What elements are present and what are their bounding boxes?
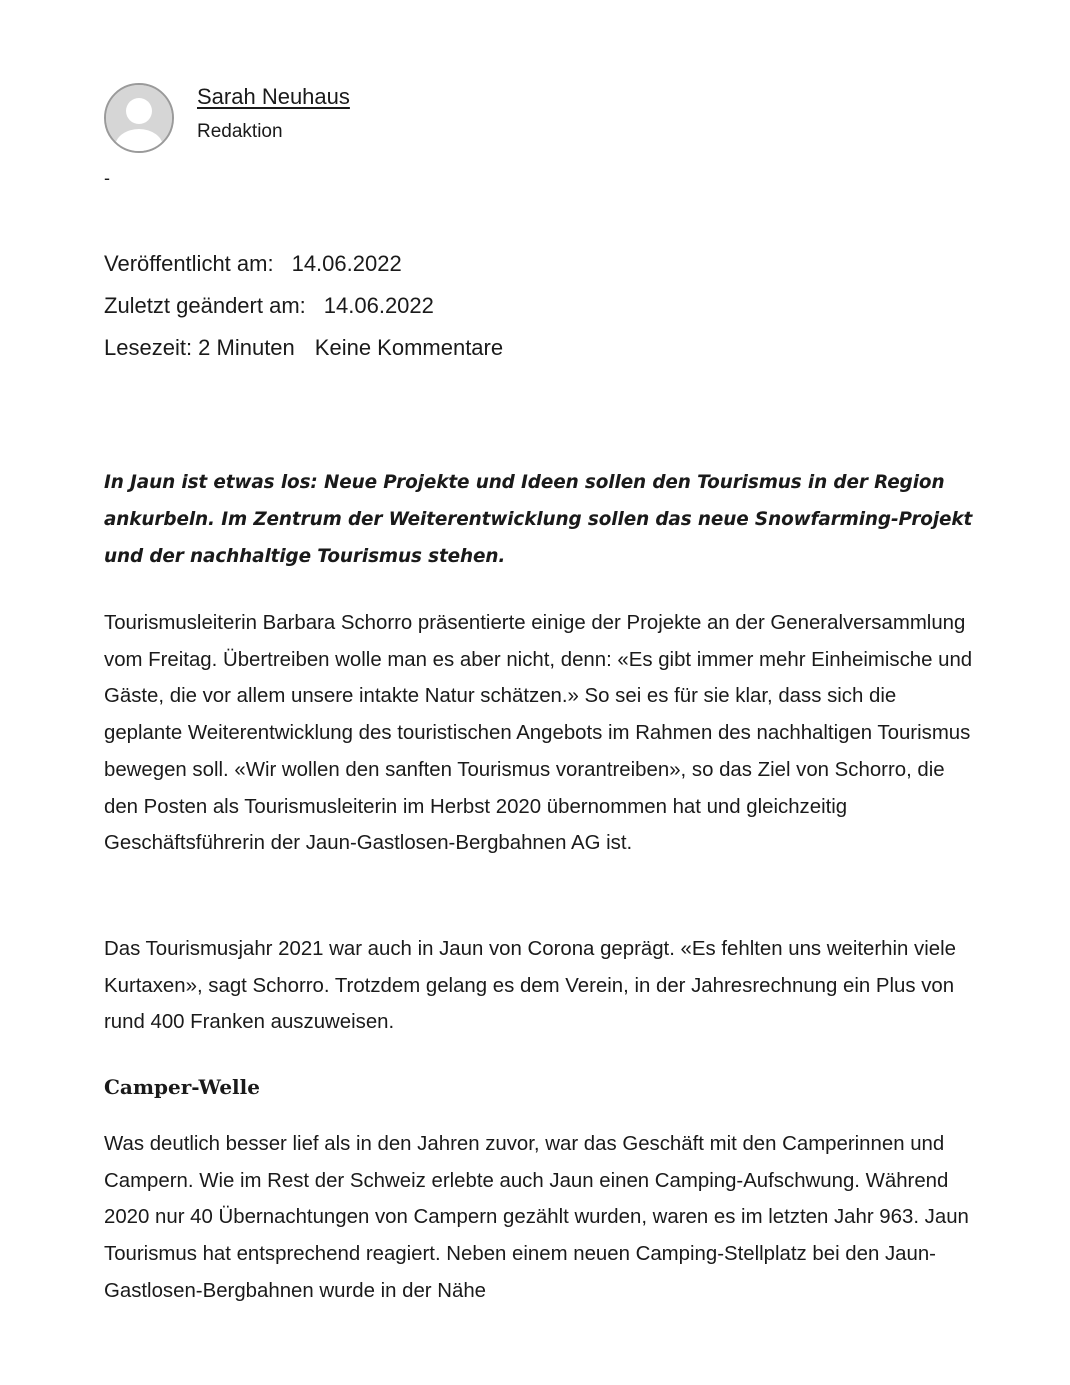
- reading-row: [104, 327, 503, 369]
- section-heading: Camper-Welle: [104, 1075, 260, 1099]
- published-row: [104, 243, 503, 285]
- author-name-link[interactable]: Sarah Neuhaus: [197, 84, 350, 109]
- article-paragraph: Das Tourismusjahr 2021 war auch in Jaun von Corona geprägt. «Es fehlten uns weiterhin viele Kurtaxen», sagt Schorro. Trotzdem gelang es dem Verein, in der Jahresrechnung ein Plus von rund 400 Franken auszuweisen.: [104, 938, 956, 1034]
- separator-dash: -: [104, 168, 110, 188]
- user-placeholder-icon[interactable]: [104, 83, 174, 153]
- modified-row: [104, 285, 503, 327]
- article-paragraph: Tourismusleiterin Barbara Schorro präsentierte einige der Projekte an der Generalversammlung vom Freitag. Übertreiben wolle man es aber nicht, denn: «Es gibt immer mehr Einheimische und Gäste, die vor allem unsere intakte Natur schätzen.» So sei es für sie klar, dass sich die geplante Weiterentwicklung des touristischen Angebots im Rahmen des nachhaltigen Tourismus bewegen soll. «Wir wollen den sanften Tourismus vorantreiben», so das Ziel von Schorro, die den Posten als Tourismusleiterin im Herbst 2020 übernommen hat und gleichzeitig Geschäftsführerin der Jaun-Gastlosen-Bergbahnen AG ist.: [104, 612, 973, 855]
- reading-time: Lesezeit: 2 Minuten: [104, 335, 295, 360]
- article-paragraph: Was deutlich besser lief als in den Jahren zuvor, war das Geschäft mit den Camperinnen und Campern. Wie im Rest der Schweiz erlebte auch Jaun einen Camping-Aufschwung. Während 2020 nur 40 Übernachtungen von Campern gezählt wurden, waren es im letzten Jahr 963. Jaun Tourismus hat entsprechend reagiert. Neben einem neuen Camping-Stellplatz bei den Jaun-Gastlosen-Bergbahnen wurde in der Nähe: [104, 1133, 969, 1302]
- published-label: Veröffentlicht am:: [104, 251, 274, 276]
- article-lead: In Jaun ist etwas los: Neue Projekte und Ideen sollen den Tourismus in der Region ankurbeln. Im Zentrum der Weiterentwicklung sollen das neue Snowfarming-Projekt und der nachhaltige Tourismus stehen.: [104, 472, 973, 567]
- published-date: 14.06.2022: [291, 251, 402, 276]
- modified-label: Zuletzt geändert am:: [104, 293, 306, 318]
- article-meta: [104, 243, 503, 369]
- modified-date: 14.06.2022: [323, 293, 434, 318]
- author-role: Redaktion: [197, 121, 283, 142]
- comments-count[interactable]: Keine Kommentare: [314, 335, 504, 360]
